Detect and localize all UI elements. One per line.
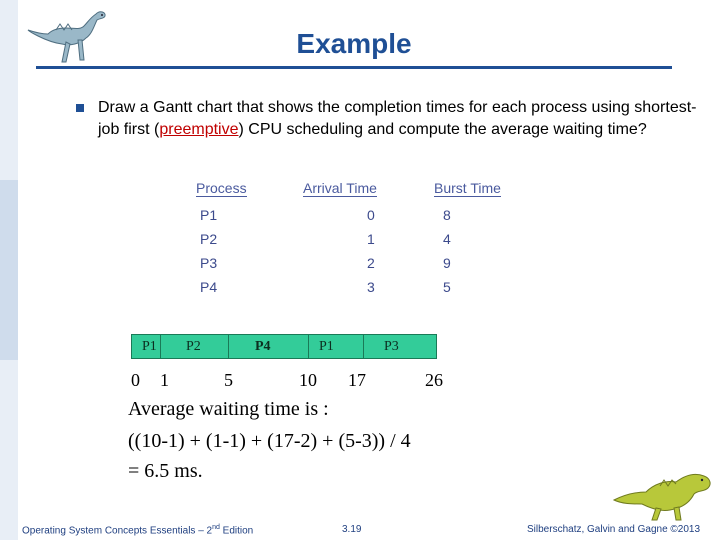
title-underline: [36, 66, 672, 69]
table-cell-process: P4: [200, 279, 218, 295]
table-cell-burst: 5: [443, 279, 451, 295]
footer-copyright: Silberschatz, Galvin and Gagne ©2013: [527, 524, 701, 535]
gantt-chart: [131, 334, 437, 359]
dinosaur-icon: [610, 462, 716, 522]
table-cell-burst: 8: [443, 207, 451, 223]
left-decor-segment: [0, 180, 18, 360]
question-emphasis: preemptive: [159, 121, 239, 138]
table-cell-arrival: 2: [367, 255, 375, 271]
question-text: [98, 97, 698, 141]
gantt-block: P4: [229, 335, 309, 358]
gantt-tick-label: 17: [348, 370, 366, 390]
square-bullet-icon: [76, 104, 84, 112]
question-text-pre: Draw a Gantt chart that shows the completion times for each process using shortest-job first (: [98, 99, 697, 138]
table-cell-burst: 9: [443, 255, 451, 271]
table-cell-process: P2: [200, 231, 218, 247]
left-decor-segment: [0, 360, 18, 540]
table-header-process: Process: [196, 180, 247, 196]
gantt-tick-label: 26: [425, 370, 443, 390]
footer-book-title: Operating System Concepts Essentials – 2nd Edition: [22, 524, 254, 537]
gantt-tick-label: 0: [131, 370, 140, 390]
table-header-burst: Burst Time: [434, 180, 501, 196]
table-cell-arrival: 0: [367, 207, 375, 223]
gantt-block: P3: [384, 339, 399, 354]
average-label: Average waiting time is :: [128, 398, 329, 420]
table-cell-process: P1: [200, 207, 218, 223]
table-cell-arrival: 1: [367, 231, 375, 247]
gantt-block: P2: [161, 335, 229, 358]
table-cell-process: P3: [200, 255, 218, 271]
gantt-tick-label: 1: [160, 370, 169, 390]
left-decor-bar: [0, 0, 18, 540]
table-cell-burst: 4: [443, 231, 451, 247]
gantt-block: P1: [309, 335, 364, 358]
footer-page-number: 3.19: [342, 524, 362, 535]
gantt-tick-label: 10: [299, 370, 317, 390]
gantt-block: P1: [132, 335, 161, 358]
average-formula: ((10-1) + (1-1) + (17-2) + (5-3)) / 4: [128, 430, 411, 452]
average-result: = 6.5 ms.: [128, 460, 203, 482]
question-text-post: ) CPU scheduling and compute the average waiting time?: [238, 121, 647, 138]
gantt-tick-label: 5: [224, 370, 233, 390]
slide-title: Example: [296, 28, 412, 59]
left-decor-segment: [0, 0, 18, 180]
table-header-arrival: Arrival Time: [303, 180, 377, 196]
table-cell-arrival: 3: [367, 279, 375, 295]
